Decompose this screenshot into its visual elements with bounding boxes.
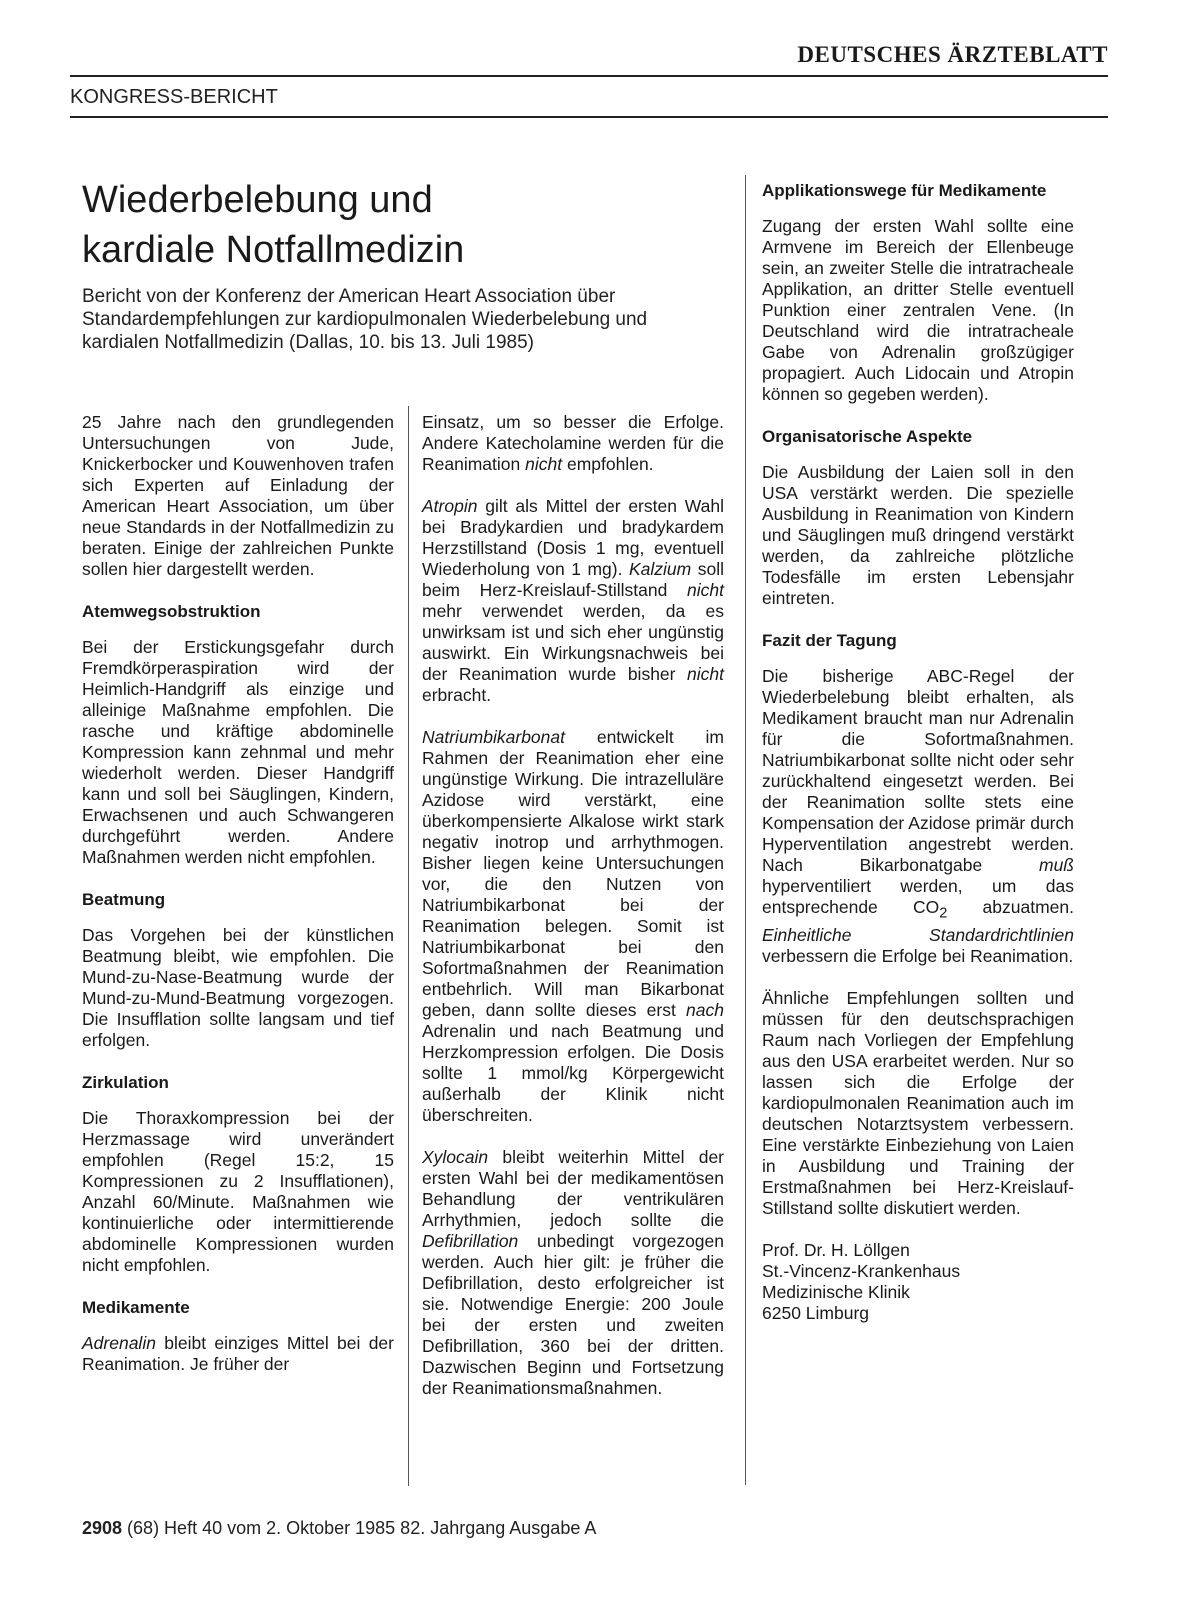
- column-2: [422, 412, 724, 1420]
- emphasis: nach: [686, 1000, 724, 1020]
- page-footer: [82, 1518, 596, 1539]
- term-defibrillation: Defibrillation: [422, 1231, 519, 1251]
- emphasis: nicht: [525, 454, 563, 474]
- author-address-line: 6250 Limburg: [762, 1302, 870, 1323]
- text-span: Einsatz, um so besser die Erfolge. Andere Katecholamine werden für die Reanimation: [422, 412, 724, 474]
- term-adrenalin: Adrenalin: [82, 1333, 156, 1353]
- paragraph-applikationswege: Zugang der ersten Wahl sollte eine Armvene im Bereich der Ellenbeuge sein, an zweiter Stelle die intratracheale Applikation, an dritter Stelle eventuell Punktion einer zentralen Vene. (In Deutschland wird die intratracheale Gabe von Adrenalin großzügiger propagiert. Auch Lidocain und Atropin können so gegeben werden).: [762, 216, 1074, 404]
- text-span: unbedingt vorgezogen werden. Auch hier gilt: je früher die Defibrillation, desto erfolgreicher ist sie. Notwendige Energie: 200 Joule bei der ersten und zweiten Defibrillation, 360 bei der dritten. Dazwischen Beginn und Fortsetzung der Reanimationsmaßnahmen.: [422, 1231, 724, 1398]
- heading-medikamente: Medikamente: [82, 1298, 190, 1317]
- text-span: mehr verwendet werden, da es unwirksam ist und sich eher ungünstig auswirkt. Ein Wirkungsnachweis bei der Reanimation wurde bisher: [422, 601, 724, 684]
- column-divider: [408, 406, 409, 1486]
- author-name: Prof. Dr. H. Löllgen: [762, 1239, 910, 1260]
- heading-beatmung: Beatmung: [82, 890, 166, 909]
- article-title: [82, 175, 682, 275]
- title-line-1: Wiederbelebung und: [82, 179, 433, 221]
- column-1: [82, 412, 394, 1396]
- text-span: Adrenalin und nach Beatmung und Herzkompression erfolgen. Die Dosis sollte 1 mmol/kg Körpergewicht außerhalb der Klinik nicht überschreiten.: [422, 1021, 724, 1125]
- text-span: hyperventiliert werden, um das entsprechende CO: [762, 876, 1074, 917]
- section-label: KONGRESS-BERICHT: [70, 86, 278, 108]
- subscript: 2: [939, 905, 948, 922]
- issue-info: (68) Heft 40 vom 2. Oktober 1985 82. Jahrgang Ausgabe A: [122, 1518, 597, 1538]
- author-address-line: Medizinische Klinik: [762, 1281, 910, 1302]
- emphasis: nicht: [687, 580, 724, 600]
- paragraph-organisatorische-aspekte: Die Ausbildung der Laien soll in den USA verstärkt werden. Die spezielle Ausbildung in Reanimation von Kindern und Säuglingen muß dringend verstärkt werden, da zahlreiche plötzliche Todesfälle im ersten Lebensjahr eintreten.: [762, 462, 1074, 608]
- text-span: empfohlen.: [562, 454, 654, 474]
- paragraph-fazit: [762, 666, 1074, 967]
- heading-zirkulation: Zirkulation: [82, 1073, 169, 1092]
- heading-fazit: Fazit der Tagung: [762, 631, 897, 650]
- paragraph-atemwegsobstruktion: Bei der Erstickungsgefahr durch Fremdkörperaspiration wird der Heimlich-Handgriff als einzige und alleinige Maßnahme empfohlen. Die rasche und kräftige abdominelle Kompression kann zehnmal und mehr wiederholt werden. Dieser Handgriff kann und soll bei Säuglingen, Kindern, Erwachsenen und auch Schwangeren durchgeführt werden. Andere Maßnahmen werden nicht empfohlen.: [82, 637, 394, 867]
- masthead: DEUTSCHES ÄRZTEBLATT: [797, 42, 1108, 67]
- term-natriumbikarbonat: Natriumbikarbonat: [422, 727, 565, 747]
- text-span: abzuatmen.: [947, 897, 1074, 917]
- text-span: gilt als Mittel der ersten Wahl bei Bradykardien und bradykardem Herzstillstand (Dosis 1 mg, eventuell Wiederholung von 1 mg).: [422, 496, 724, 579]
- term-atropin: Atropin: [422, 496, 478, 516]
- section-rule: [70, 116, 1108, 118]
- paragraph-katecholamine: [422, 412, 724, 475]
- header-rule: [70, 75, 1108, 77]
- paragraph-atropin: [422, 496, 724, 706]
- text-span: soll beim Herz-Kreislauf-Stillstand: [422, 559, 724, 600]
- paragraph-aehnliche-empfehlungen: Ähnliche Empfehlungen sollten und müssen für den deutschsprachigen Raum nach Vorliegen der Empfehlung aus den USA erarbeitet werden. Nur so lassen sich die Erfolge der kardiopulmonalen Reanimation auch im deutschen Notarztsystem verbessern. Eine verstärkte Einbeziehung von Laien in Ausbildung und Training der Erstmaßnahmen bei Herz-Kreislauf-Stillstand sollte diskutiert werden.: [762, 987, 1074, 1218]
- column-3: [762, 180, 1074, 1324]
- page-number: 2908: [82, 1518, 123, 1538]
- heading-organisatorische-aspekte: Organisatorische Aspekte: [762, 427, 973, 446]
- text-span: erbracht.: [422, 685, 492, 705]
- title-line-2: kardiale Notfallmedizin: [82, 229, 465, 271]
- heading-atemwegsobstruktion: Atemwegsobstruktion: [82, 602, 261, 621]
- text-span: verbessern die Erfolge bei Reanimation.: [762, 945, 1074, 966]
- paragraph-xylocain: [422, 1147, 724, 1399]
- column-divider: [745, 175, 746, 1485]
- paragraph-zirkulation: Die Thoraxkompression bei der Herzmassage wird unverändert empfohlen (Regel 15:2, 15 Kompressionen zu 2 Insufflationen), Anzahl 60/Minute. Maßnahmen wie kontinuierliche oder intermittierende abdominelle Kompressionen wurden nicht empfohlen.: [82, 1108, 394, 1275]
- text-span: entwickelt im Rahmen der Reanimation eher eine ungünstige Wirkung. Die intrazelluläre Azidose wird verstärkt, eine überkompensierte Alkalose wirkt stark negativ inotrop und arrhythmogen. Bisher liegen keine Untersuchungen vor, die den Nutzen von Natriumbikarbonat bei der Reanimation belegen. Somit ist Natriumbikarbonat bei den Sofortmaßnahmen der Reanimation entbehrlich. Will man Bikarbonat geben, dann sollte dieses erst: [422, 727, 724, 1020]
- term-xylocain: Xylocain: [422, 1147, 489, 1167]
- text-span: bleibt einziges Mittel bei der Reanimation. Je früher der: [82, 1333, 394, 1374]
- paragraph-beatmung: Das Vorgehen bei der künstlichen Beatmung bleibt, wie empfohlen. Die Mund-zu-Nase-Beatmung wurde der Mund-zu-Mund-Beatmung vorgezogen. Die Insufflation sollte langsam und tief erfolgen.: [82, 925, 394, 1050]
- paragraph-adrenalin: [82, 1333, 394, 1375]
- term-kalzium: Kalzium: [628, 559, 692, 579]
- text-span: bleibt weiterhin Mittel der ersten Wahl bei der medikamentösen Behandlung der ventrikulären Arrhythmien, jedoch sollte die: [422, 1147, 724, 1230]
- emphasis: muß: [1039, 855, 1074, 875]
- heading-applikationswege: Applikationswege für Medikamente: [762, 181, 1047, 200]
- emphasis: nicht: [687, 664, 724, 684]
- emphasis: Einheitliche Standardrichtlinien: [762, 924, 1074, 945]
- intro-paragraph: 25 Jahre nach den grundlegenden Untersuchungen von Jude, Knickerbocker und Kouwenhoven trafen sich Experten auf Einladung der American Heart Association, um über neue Standards in der Notfallmedizin zu beraten. Einige der zahlreichen Punkte sollen hier dargestellt werden.: [82, 412, 394, 579]
- text-span: Die bisherige ABC-Regel der Wiederbelebung bleibt erhalten, als Medikament braucht man nur Adrenalin für die Sofortmaßnahmen. Natriumbikarbonat sollte nicht oder sehr zurückhaltend eingesetzt werden. Bei der Reanimation sollte stets eine Kompensation der Azidose primär durch Hyperventilation angestrebt werden. Nach Bikarbonatgabe: [762, 666, 1074, 875]
- article-subtitle: Bericht von der Konferenz der American Heart Association über Standardempfehlungen zur kardiopulmonalen Wiederbelebung und kardialen Notfallmedizin (Dallas, 10. bis 13. Juli 1985): [82, 286, 648, 353]
- paragraph-natriumbikarbonat: [422, 727, 724, 1126]
- author-address-line: St.-Vincenz-Krankenhaus: [762, 1260, 961, 1281]
